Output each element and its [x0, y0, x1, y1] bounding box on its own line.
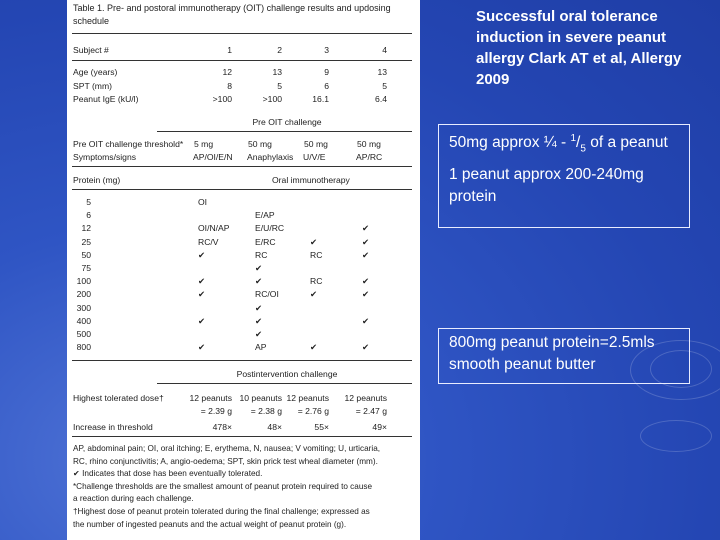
symptoms-value: Anaphylaxis [247, 152, 294, 162]
check-mark-icon: ✔ [198, 315, 206, 326]
check-mark-icon: ✔ [255, 263, 263, 273]
reaction-code: RC/V [198, 236, 219, 247]
footnote-line: a reaction during each challenge. [73, 494, 194, 504]
dose-value: 75 [81, 263, 91, 273]
subject-number: 1 [227, 45, 232, 55]
check-mark-icon: ✔ [198, 276, 206, 287]
age-value: 9 [324, 67, 329, 77]
ige-value: >100 [262, 94, 282, 104]
symptoms-value: AP/RC [356, 152, 383, 162]
dose-value: 400 [76, 315, 91, 326]
highest-dose-grams: = 2.39 g [200, 406, 232, 416]
check-mark-icon: ✔ [362, 236, 370, 247]
symptoms-value: AP/OI/E/N [193, 152, 233, 162]
dose-value: 12 [81, 223, 91, 234]
spt-label: SPT (mm) [73, 81, 112, 91]
reaction-code: E/RC [255, 236, 276, 247]
symptoms-value: U/V/E [303, 152, 326, 162]
spt-value: 6 [324, 81, 329, 91]
highest-dose-grams: = 2.38 g [250, 406, 282, 416]
fraction-denominator: 5 [580, 143, 586, 155]
check-mark-icon: ✔ [362, 249, 370, 260]
check-mark-icon: ✔ [362, 315, 370, 326]
reaction-code: AP [255, 342, 267, 353]
post-header: Postintervention challenge [236, 369, 338, 379]
footnote-line: the number of ingested peanuts and the actual weight of peanut protein (g). [73, 519, 347, 529]
check-mark-icon: ✔ [310, 289, 318, 300]
dose-value: 25 [81, 236, 91, 247]
subject-number: 3 [324, 45, 329, 55]
reaction-code: OI [198, 197, 208, 207]
spt-value: 8 [227, 81, 232, 91]
check-mark-icon: ✔ [198, 249, 206, 260]
peanut-protein-text: 1 peanut approx 200-240mg protein [449, 166, 644, 206]
threshold-value: 50 mg [357, 139, 381, 149]
dose-value: 100 [76, 276, 91, 287]
highest-dose-peanuts: 12 peanuts [286, 393, 329, 403]
highest-dose-peanuts: 10 peanuts [239, 393, 282, 403]
reaction-code: E/AP [255, 210, 275, 221]
protein-label: Protein (mg) [73, 175, 121, 185]
highest-dose-peanuts: 12 peanuts [189, 393, 232, 403]
age-value: 13 [377, 67, 387, 77]
check-mark-icon: ✔ [362, 223, 370, 234]
dose-value: 800 [76, 342, 91, 353]
oit-header: Oral immunotherapy [272, 175, 350, 185]
slide-title: Successful oral tolerance induction in severe peanut allergy Clark AT et al, Allergy 2009 [476, 8, 682, 88]
reaction-code: OI/N/AP [198, 223, 230, 234]
dose-value: 5 [86, 197, 91, 207]
pre-oit-header: Pre OIT challenge [252, 117, 322, 127]
check-mark-icon: ✔ [198, 289, 206, 300]
check-mark-icon: ✔ [310, 342, 318, 353]
increase-value: 55× [314, 422, 329, 432]
age-value: 13 [272, 67, 282, 77]
check-mark-icon: ✔ [310, 236, 318, 247]
age-label: Age (years) [73, 67, 118, 77]
subject-number: 4 [382, 45, 387, 55]
spt-value: 5 [277, 81, 282, 91]
reaction-code: RC [255, 249, 268, 260]
subject-number: 2 [277, 45, 282, 55]
increase-label: Increase in threshold [73, 422, 153, 432]
check-mark-icon: ✔ [198, 342, 206, 353]
table-caption-cont: schedule [73, 16, 110, 26]
reaction-code: RC/OI [255, 289, 279, 300]
fraction-prefix: 50mg approx ¼ - [449, 134, 571, 152]
subject-label: Subject # [73, 45, 109, 55]
threshold-value: 50 mg [248, 139, 272, 149]
ripple-decoration [640, 420, 712, 452]
increase-value: 49× [372, 422, 387, 432]
dose-value: 200 [76, 289, 91, 300]
check-mark-icon: ✔ [255, 329, 263, 339]
footnote-line: ✔ Indicates that dose has been eventually tolerated. [73, 469, 263, 479]
check-mark-icon: ✔ [255, 276, 263, 287]
increase-value: 48× [267, 422, 282, 432]
dose-value: 300 [76, 302, 91, 313]
reaction-code: RC [310, 276, 323, 287]
info-box-peanut-fraction [438, 124, 690, 228]
footnote-line: RC, rhino conjunctivitis; A, angio-oedema; SPT, skin prick test wheal diameter (mm). [73, 456, 378, 466]
fraction-numerator: 1 [570, 133, 577, 144]
age-value: 12 [222, 67, 232, 77]
peanut-fraction-text [449, 128, 685, 160]
info-box-peanut-butter: 800mg peanut protein=2.5mls smooth peanut butter [438, 328, 690, 384]
highest-label: Highest tolerated dose† [73, 393, 164, 403]
ige-value: >100 [212, 94, 232, 104]
table-caption: Table 1. Pre- and postoral immunotherapy (OIT) challenge results and updosing [73, 3, 391, 13]
threshold-label: Pre OIT challenge threshold* [73, 139, 184, 149]
reaction-code: E/U/RC [255, 223, 285, 234]
ige-value: 6.4 [375, 94, 387, 104]
highest-dose-peanuts: 12 peanuts [344, 393, 387, 403]
check-mark-icon: ✔ [362, 289, 370, 300]
dose-value: 6 [86, 210, 91, 221]
symptoms-label: Symptoms/signs [73, 152, 137, 162]
scanned-table [67, 0, 420, 540]
fraction-suffix: of a peanut [585, 134, 668, 152]
footnote-line: *Challenge thresholds are the smallest amount of peanut protein required to cause [73, 481, 373, 491]
ige-label: Peanut IgE (kU/l) [73, 94, 139, 104]
check-mark-icon: ✔ [255, 315, 263, 326]
footnote-line: †Highest dose of peanut protein tolerated during the final challenge; expressed as [73, 507, 370, 516]
dose-value: 500 [76, 329, 91, 339]
spt-value: 5 [382, 81, 387, 91]
check-mark-icon: ✔ [255, 302, 263, 313]
highest-dose-grams: = 2.47 g [355, 406, 387, 416]
highest-dose-grams: = 2.76 g [297, 406, 329, 416]
reaction-code: RC [310, 249, 323, 260]
footnote-line: AP, abdominal pain; OI, oral itching; E, erythema, N, nausea; V vomiting; U, urticaria, [73, 444, 381, 453]
threshold-value: 5 mg [194, 139, 214, 149]
dose-value: 50 [81, 249, 91, 260]
check-mark-icon: ✔ [362, 342, 370, 353]
ige-value: 16.1 [312, 94, 329, 104]
fraction-slash: / [576, 134, 581, 152]
increase-value: 478× [212, 422, 232, 432]
check-mark-icon: ✔ [362, 276, 370, 287]
threshold-value: 50 mg [304, 139, 328, 149]
